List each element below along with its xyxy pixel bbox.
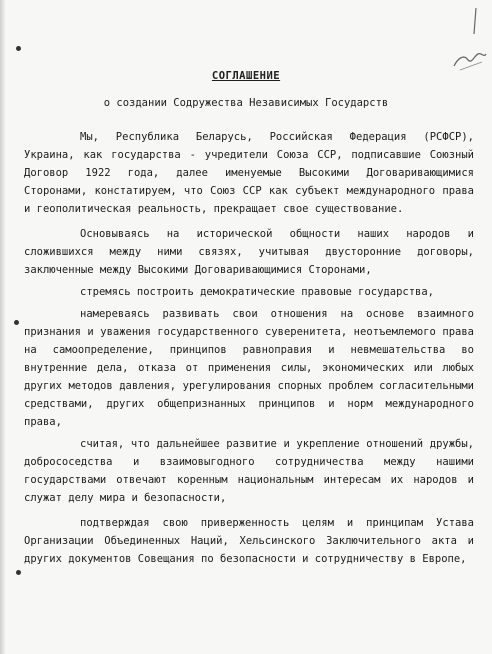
handwritten-page-mark-icon [448,4,488,74]
document-title: СОГЛАШЕНИЕ [211,70,281,82]
paragraph-relations-principles: намереваясь развивать свои отношения на основе взаимного признания и уважения государственного суверенитета, неотъемлемого права на самоопределение, принципов равноправия и невмешательства во внутренние дела, отказа от применения силы, экономических или любых других методов давления, урегулирования спорных проблем согласительными средствами, других общепризнанных принципов и норм международного права, [24,308,474,428]
document-body [24,128,474,575]
punch-hole-mark [14,320,19,325]
paragraph-un-charter: подтверждая свою приверженность целям и принципам Устава Организации Объединенных Наций, Хельсинского Заключительного акта и других документов Совещания по безопасности и сотрудничеству в Европе, [24,517,474,565]
document-subtitle: о создании Содружества Независимых Государств [103,97,389,109]
punch-hole-mark [16,570,21,575]
paragraph-historical-community: Основываясь на исторической общности наших народов и сложившихся между ними связях, учитывая двусторонние договоры, заключенные между Высокими Договаривающимися Сторонами, [24,228,474,276]
paragraph-cooperation: считая, что дальнейшее развитие и укрепление отношений дружбы, добрососедства и взаимовыгодного сотрудничества между нашими государствами отвечают коренным национальным интересам их народов и служат делу мира и безопасности, [24,438,474,504]
paragraph-democratic-states: стремясь построить демократические правовые государства, [80,286,435,298]
paragraph-preamble: Мы, Республика Беларусь, Российская Федерация (РСФСР), Украина, как государства - учредители Союза ССР, подписавшие Союзный Договор 1922 года, далее именуемые Высокими Договаривающимися Сторонами, констатируем, что Союз ССР как субъект международного права и геополитическая реальность, прекращает свое существование. [24,131,474,215]
punch-hole-mark [16,46,21,51]
